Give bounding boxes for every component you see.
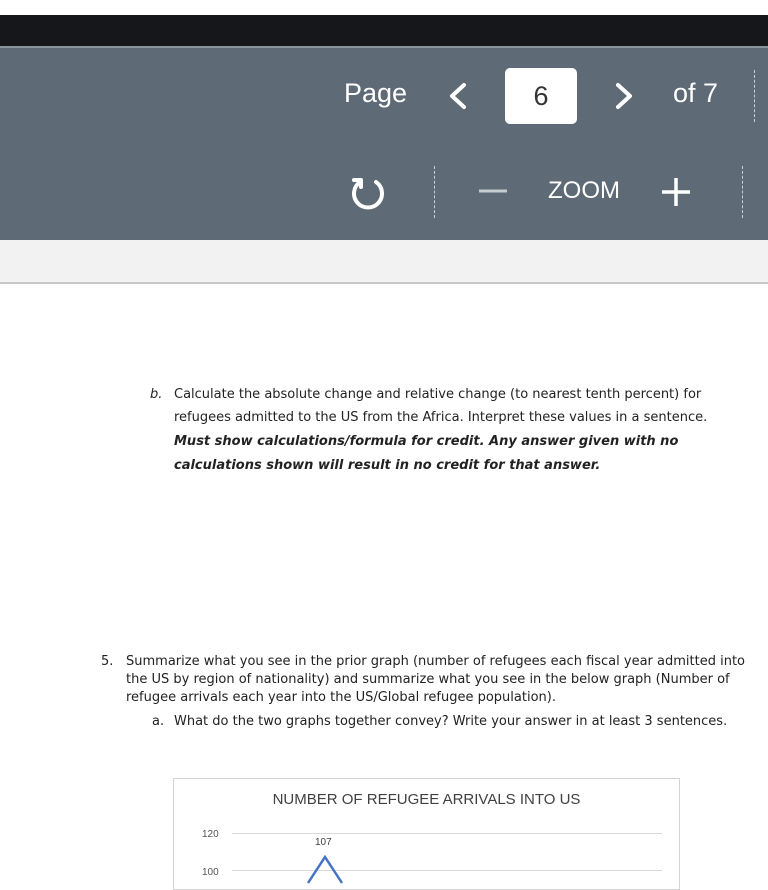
zoom-out-button[interactable] xyxy=(478,176,508,206)
question-5-number: 5. xyxy=(101,654,114,669)
zoom-in-button[interactable] xyxy=(660,176,692,208)
data-label: 107 xyxy=(315,837,332,848)
series-line-segment xyxy=(308,857,342,883)
refugee-arrivals-chart xyxy=(173,778,680,890)
rotate-icon xyxy=(348,172,388,212)
y-tick-label: 100 xyxy=(202,867,219,878)
toolbar-divider xyxy=(434,166,435,218)
window-top-bar xyxy=(0,0,768,46)
question-5-line-1: Summarize what you see in the prior graph (number of refugees each fiscal year admitted into xyxy=(126,654,745,669)
page-label: Page xyxy=(344,78,408,108)
chart-title: NUMBER OF REFUGEE ARRIVALS INTO US xyxy=(272,791,581,808)
y-tick-label: 120 xyxy=(202,829,219,840)
question-b-marker: b. xyxy=(150,387,163,402)
plus-icon xyxy=(660,176,692,208)
page-gap-strip xyxy=(0,240,768,284)
chevron-left-icon xyxy=(440,78,476,114)
previous-page-button[interactable] xyxy=(440,78,476,114)
chevron-right-icon xyxy=(606,78,642,114)
question-5-line-2: the US by region of nationality) and summarize what you see in the below graph (Number of xyxy=(126,672,730,687)
zoom-label: ZOOM xyxy=(548,177,620,204)
toolbar-divider xyxy=(742,166,743,218)
window-title-strip xyxy=(0,15,768,46)
question-b-line-4: calculations shown will result in no credit for that answer. xyxy=(174,458,601,473)
question-5-line-3: refugee arrivals each year into the US/Global refugee population). xyxy=(126,690,556,705)
page-number-input[interactable] xyxy=(505,68,577,124)
question-5a-marker: a. xyxy=(152,714,165,729)
question-5a-text: What do the two graphs together convey? Write your answer in at least 3 sentences. xyxy=(174,714,728,729)
total-pages-label: of 7 xyxy=(673,78,719,108)
minus-icon xyxy=(478,176,508,206)
question-b-line-3: Must show calculations/formula for credit. Any answer given with no xyxy=(174,434,679,449)
chart-series-line xyxy=(174,779,679,889)
rotate-button[interactable] xyxy=(348,172,388,212)
toolbar-divider xyxy=(754,70,755,122)
toolbar-top-border xyxy=(0,46,768,48)
next-page-button[interactable] xyxy=(606,78,642,114)
question-b-line-1: Calculate the absolute change and relative change (to nearest tenth percent) for xyxy=(174,387,702,402)
question-b-line-2: refugees admitted to the US from the Africa. Interpret these values in a sentence. xyxy=(174,410,708,425)
